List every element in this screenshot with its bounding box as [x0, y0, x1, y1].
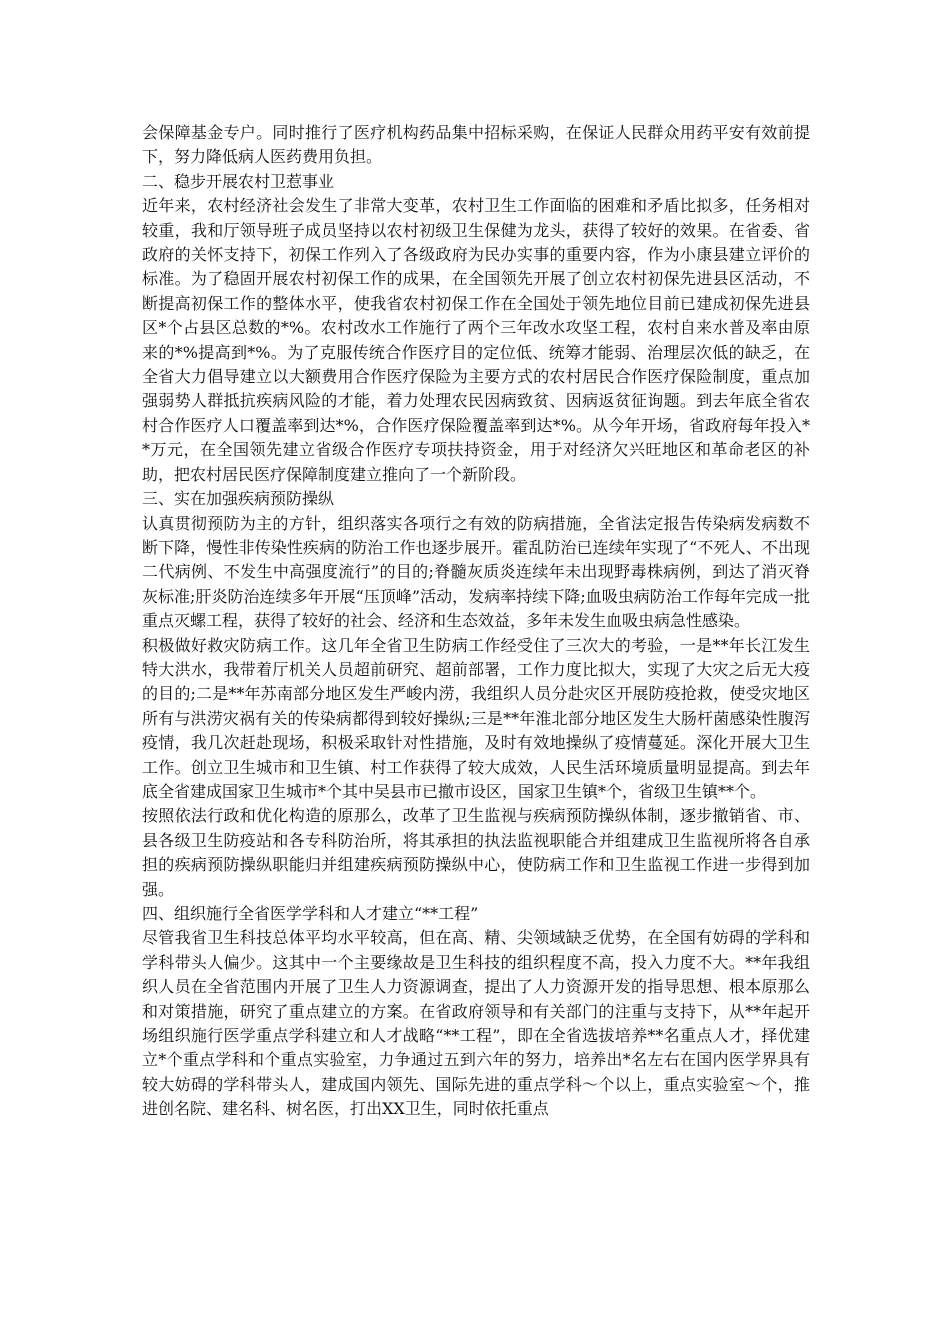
document-page — [142, 121, 810, 1122]
paragraph: 积极做好救灾防病工作。这几年全省卫生防病工作经受住了三次大的考验，一是**年长江发生特大洪水，我带着厅机关人员超前研究、超前部署，工作力度比拟大，实现了大灾之后无大疫的目的;二是**年苏南部分地区发生严峻内涝，我组织人员分赴灾区开展防疫抢救，使受灾地区所有与洪涝灾祸有关的传染病都得到较好操纵;三是**年淮北部分地区发生大肠杆菌感染性腹泻疫情，我几次赶赴现场，积极采取针对性措施，及时有效地操纵了疫情蔓延。深化开展大卫生工作。创立卫生城市和卫生镇、村工作获得了较大成效，人民生活环境质量明显提高。到去年底全省建成国家卫生城市*个其中吴县市已撤市设区，国家卫生镇*个，省级卫生镇**个。 — [142, 635, 810, 801]
paragraph: 近年来，农村经济社会发生了非常大变革，农村卫生工作面临的困难和矛盾比拟多，任务相对较重，我和厅领导班子成员坚持以农村初级卫生保健为龙头，获得了较好的效果。在省委、省政府的关怀支持下，初保工作列入了各级政府为民办实事的重要内容，作为小康县建立评价的标准。为了稳固开展农村初保工作的成果，在全国领先开展了创立农村初保先进县区活动，不断提高初保工作的整体水平，使我省农村初保工作在全国处于领先地位目前已建成初保先进县区*个占县区总数的*%。农村改水工作施行了两个三年改水攻坚工程，农村自来水普及率由原来的*%提高到*%。为了克服传统合作医疗目的定位低、统筹才能弱、治理层次低的缺乏，在全省大力倡导建立以大额费用合作医疗保险为主要方式的农村居民合作医疗保险制度，重点加强弱势人群抵抗疾病风险的才能，着力处理农民因病致贫、因病返贫征询题。到去年底全省农村合作医疗人口覆盖率到达*%，合作医疗保险覆盖率到达*%。从今年开场，省政府每年投入**万元，在全国领先建立省级合作医疗专项扶持资金，用于对经济欠兴旺地区和革命老区的补助，把农村居民医疗保障制度建立推向了一个新阶段。 — [142, 196, 810, 484]
paragraph: 认真贯彻预防为主的方针，组织落实各项行之有效的防病措施，全省法定报告传染病发病数不断下降，慢性非传染性疾病的防治工作也逐步展开。霍乱防治已连续年实现了“不死人、不出现二代病例、不发生中高强度流行”的目的;脊髓灰质炎连续年未出现野毒株病例，到达了消灭脊灰标准;肝炎防治连续多年开展“压顶峰”活动，发病率持续下降;血吸虫病防治工作每年完成一批重点灭螺工程，获得了较好的社会、经济和生态效益，多年未发生血吸虫病急性感染。 — [142, 513, 810, 631]
section-heading: 二、稳步开展农村卫惹事业 — [142, 171, 335, 191]
section-heading: 四、组织施行全省医学学科和人才建立“**工程” — [142, 904, 479, 923]
paragraph: 会保障基金专户。同时推行了医疗机构药品集中招标采购，在保证人民群众用药平安有效前提下，努力降低病人医药费用负担。 — [142, 123, 810, 167]
paragraph: 按照依法行政和优化构造的原那么，改革了卫生监视与疾病预防操纵体制，逐步撤销省、市、县各级卫生防疫站和各专科防治所，将其承担的执法监视职能合并组建成卫生监视所将各自承担的疾病预防操纵职能归并组建疾病预防操纵中心，使防病工作和卫生监视工作进一步得到加强。 — [142, 806, 810, 899]
paragraph: 尽管我省卫生科技总体平均水平较高，但在高、精、尖领域缺乏优势，在全国有妨碍的学科和学科带头人偏少。这其中一个主要缘故是卫生科技的组织程度不高，投入力度不大。**年我组织人员在全省范围内开展了卫生人力资源调查，提出了人力资源开发的指导思想、根本原那么和对策措施，研究了重点建立的方案。在省政府领导和有关部门的注重与支持下，从**年起开场组织施行医学重点学科建立和人才战略“**工程”，即在全省选拔培养**名重点人才，择优建立*个重点学科和个重点实验室，力争通过五到六年的努力，培养出*名左右在国内医学界具有较大妨碍的学科带头人，建成国内领先、国际先进的重点学科～个以上，重点实验室～个，推进创名院、建名科、树名医，打出XX卫生，同时依托重点 — [142, 928, 810, 1119]
section-heading: 三、实在加强疾病预防操纵 — [142, 489, 335, 509]
